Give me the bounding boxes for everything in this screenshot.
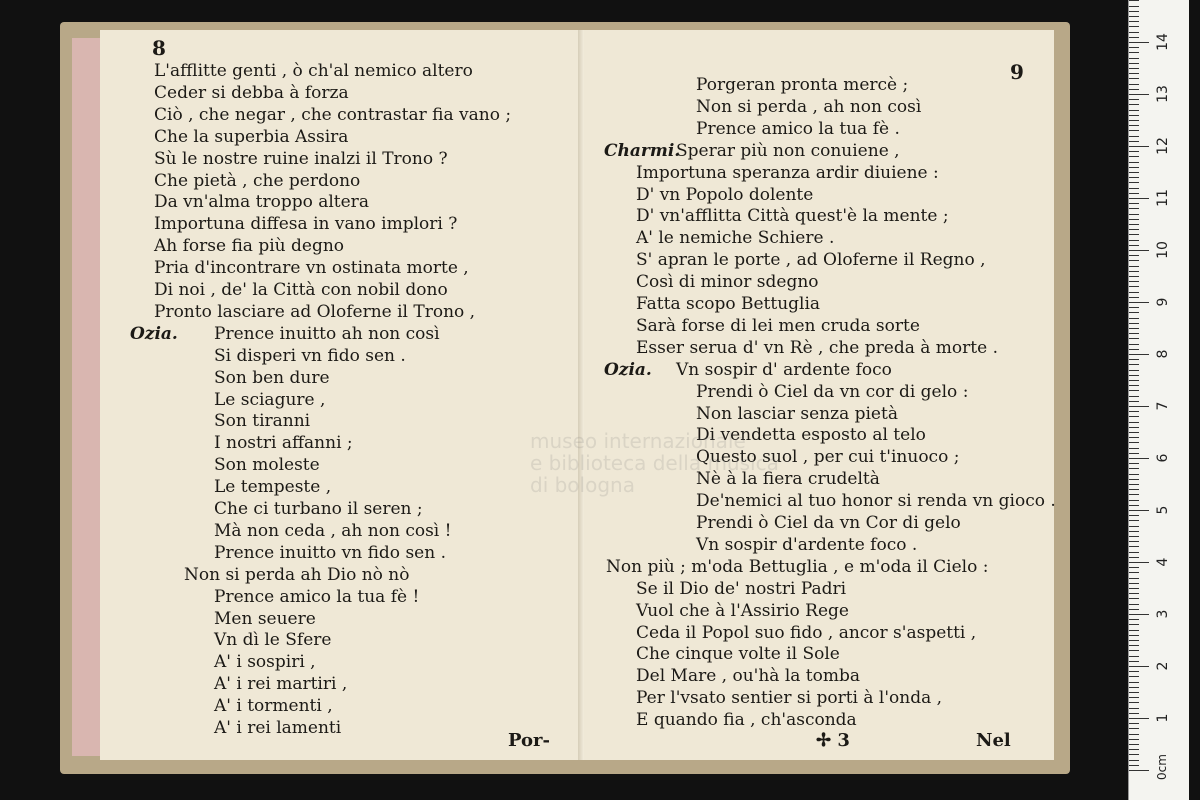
- ruler-tick: [1129, 115, 1139, 116]
- ruler-tick: [1129, 11, 1139, 12]
- verse-line: Si disperi vn fido sen .: [214, 345, 406, 366]
- ruler-tick: [1129, 541, 1139, 542]
- ruler-tick: [1129, 671, 1139, 672]
- ruler-tick: [1129, 567, 1139, 568]
- verse-line: Prendi ò Ciel da vn cor di gelo :: [696, 381, 969, 402]
- verse-line: Da vn'alma troppo altera: [154, 192, 369, 213]
- verse-line: Vn sospir d'ardente foco .: [696, 534, 918, 555]
- ruler-tick: [1129, 375, 1139, 376]
- verse-line: Porgeran pronta mercè ;: [696, 75, 909, 95]
- verse-line: Ceder si debba à forza: [154, 82, 349, 103]
- ruler-tick: [1129, 219, 1139, 220]
- ruler-tick: [1129, 240, 1139, 241]
- ruler-tick: [1129, 624, 1139, 625]
- ruler-tick: [1129, 453, 1139, 454]
- ruler-tick: [1129, 728, 1139, 729]
- ruler-tick: [1129, 619, 1139, 620]
- ruler-tick: [1129, 562, 1149, 563]
- ruler-tick: [1129, 448, 1139, 449]
- verse-line: Ah forse fia più degno: [154, 236, 345, 257]
- ruler-tick: [1129, 110, 1139, 111]
- verse-line: Non più ; m'oda Bettuglia , e m'oda il Cielo :: [606, 556, 989, 577]
- ruler-tick: [1129, 744, 1139, 745]
- verse-line: Così di minor sdegno: [636, 272, 819, 293]
- ruler-tick: [1129, 656, 1139, 657]
- ruler-tick: [1129, 390, 1139, 391]
- ruler-tick: [1129, 16, 1139, 17]
- verse-line: Di noi , de' la Città con nobil dono: [154, 280, 448, 300]
- ruler-tick: [1129, 323, 1139, 324]
- ruler-tick: [1129, 661, 1139, 662]
- ruler-tick: [1129, 141, 1139, 142]
- ruler-tick: [1129, 432, 1139, 433]
- verse-line: Ceda il Popol suo fido , ancor s'aspetti ,: [636, 622, 977, 643]
- ruler-tick: [1129, 297, 1139, 298]
- ruler-tick: [1129, 734, 1139, 735]
- ruler-tick: [1129, 229, 1139, 230]
- ruler-number: 2: [1155, 661, 1171, 671]
- ruler-tick: [1129, 385, 1139, 386]
- ruler-number: 3: [1155, 609, 1171, 619]
- ruler-tick: [1129, 427, 1139, 428]
- verse-line: Pronto lasciare ad Oloferne il Trono ,: [154, 301, 476, 322]
- ruler-tick: [1129, 32, 1139, 33]
- ruler-tick: [1129, 380, 1139, 381]
- ruler-tick: [1129, 754, 1139, 755]
- ruler-tick: [1129, 136, 1139, 137]
- verse-line: Non si perda , ah non così: [696, 96, 922, 117]
- verse-line: Le tempeste ,: [214, 477, 332, 498]
- ruler-tick: [1129, 531, 1139, 532]
- ruler-number: 1: [1155, 713, 1171, 723]
- ruler-tick: [1129, 89, 1139, 90]
- library-watermark: [530, 430, 779, 496]
- ruler-tick: [1129, 172, 1139, 173]
- verse-line: Sarà forse di lei men cruda sorte: [636, 315, 920, 336]
- verse-line: Non si perda ah Dio nò nò: [184, 564, 410, 585]
- ruler-tick: [1129, 349, 1139, 350]
- ruler-tick: [1129, 396, 1139, 397]
- ruler-tick: [1129, 182, 1139, 183]
- ruler-tick: [1129, 614, 1149, 615]
- verse-line: D' vn Popolo dolente: [636, 184, 814, 205]
- verse-line: Fatta scopo Bettuglia: [636, 294, 821, 314]
- ruler-tick: [1129, 442, 1139, 443]
- ruler-tick: [1129, 354, 1149, 355]
- ruler-tick: [1129, 208, 1139, 209]
- ruler-tick: [1129, 250, 1149, 251]
- verse-line: Prendi ò Ciel da vn Cor di gelo: [696, 513, 961, 533]
- verse-line: A' i sospiri ,: [214, 652, 316, 673]
- ruler-tick: [1129, 609, 1139, 610]
- ruler-tick: [1129, 697, 1139, 698]
- ruler-tick: [1129, 78, 1139, 79]
- ruler-number: 12: [1155, 137, 1171, 155]
- ruler-tick: [1129, 234, 1139, 235]
- ruler-tick: [1129, 286, 1139, 287]
- ruler-tick: [1129, 500, 1139, 501]
- ruler-tick: [1129, 151, 1139, 152]
- ruler-tick: [1129, 188, 1139, 189]
- verse-line: A' i rei martiri ,: [214, 674, 348, 695]
- verse-line: Che ci turbano il seren ;: [214, 499, 423, 519]
- ruler-tick: [1129, 489, 1139, 490]
- ruler-tick: [1129, 370, 1139, 371]
- verse-line: Importuna diffesa in vano implori ?: [154, 214, 458, 235]
- verse-line: Nè à la fiera crudeltà: [696, 469, 880, 490]
- ruler-tick: [1129, 307, 1139, 308]
- ruler-tick: [1129, 266, 1139, 267]
- ruler-tick: [1129, 770, 1149, 771]
- verse-line: E quando fia , ch'asconda: [636, 710, 857, 731]
- ruler-tick: [1129, 42, 1149, 43]
- ruler-tick: [1129, 63, 1139, 64]
- verse-line: Importuna speranza ardir diuiene :: [636, 162, 939, 183]
- ruler-tick: [1129, 598, 1139, 599]
- ruler-tick: [1129, 359, 1139, 360]
- catchword: Nel: [976, 730, 1011, 751]
- ruler-tick: [1129, 193, 1139, 194]
- ruler-number: 9: [1155, 297, 1171, 307]
- ruler-tick: [1129, 645, 1139, 646]
- catchword: Por-: [508, 730, 551, 751]
- ruler-tick: [1129, 640, 1139, 641]
- ruler-tick: [1129, 58, 1139, 59]
- ruler-tick: [1129, 104, 1139, 105]
- ruler-tick: [1129, 271, 1139, 272]
- ruler-tick: [1129, 120, 1139, 121]
- ruler-tick: [1129, 224, 1139, 225]
- ruler-tick: [1129, 692, 1139, 693]
- ruler-tick: [1129, 682, 1139, 683]
- ruler-tick: [1129, 73, 1139, 74]
- verse-line: Per l'vsato sentier si porti à l'onda ,: [636, 688, 943, 709]
- ruler-tick: [1129, 37, 1139, 38]
- verse-line: Son ben dure: [214, 367, 330, 388]
- verse-line: Pria d'incontrare vn ostinata morte ,: [154, 258, 469, 279]
- ruler-tick: [1129, 583, 1139, 584]
- ruler-tick: [1129, 676, 1139, 677]
- measuring-ruler: [1128, 0, 1189, 800]
- verse-line: Ciò , che negar , che contrastar fia vano ;: [154, 104, 512, 125]
- ruler-tick: [1129, 484, 1139, 485]
- verse-line: De'nemici al tuo honor si renda vn gioco .: [696, 491, 1056, 512]
- ruler-tick: [1129, 68, 1139, 69]
- ruler-number: 8: [1155, 349, 1171, 359]
- watermark-line: museo internazionale: [530, 429, 746, 453]
- verse-line: Men seuere: [214, 608, 316, 629]
- ruler-tick: [1129, 416, 1139, 417]
- ruler-tick: [1129, 578, 1139, 579]
- ruler-number: 7: [1155, 401, 1171, 411]
- verse-line: D' vn'afflitta Città quest'è la mente ;: [636, 206, 949, 227]
- ruler-tick: [1129, 130, 1139, 131]
- verse-line: L'afflitte genti , ò ch'al nemico altero: [154, 61, 473, 81]
- verse-line: Vuol che à l'Assirio Rege: [636, 600, 849, 621]
- ruler-tick: [1129, 125, 1139, 126]
- ruler-tick: [1129, 505, 1139, 506]
- verse-line: Che pietà , che perdono: [154, 170, 361, 191]
- ruler-number: 10: [1155, 241, 1171, 259]
- left-page: [100, 30, 580, 760]
- watermark-line: di bologna: [530, 473, 635, 497]
- ruler-tick: [1129, 713, 1139, 714]
- page-number: 9: [1010, 60, 1024, 84]
- watermark-line: e biblioteca della musica: [530, 451, 779, 475]
- ruler-number: 6: [1155, 453, 1171, 463]
- ruler-tick: [1129, 26, 1139, 27]
- ruler-tick: [1129, 162, 1139, 163]
- ruler-tick: [1129, 203, 1139, 204]
- ruler-tick: [1129, 765, 1139, 766]
- ruler-tick: [1129, 468, 1139, 469]
- ruler-tick: [1129, 593, 1139, 594]
- verse-line: Del Mare , ou'hà la tomba: [636, 666, 860, 687]
- ruler-number: 4: [1155, 557, 1171, 567]
- ruler-tick: [1129, 479, 1139, 480]
- ruler-tick: [1129, 146, 1149, 147]
- ruler-tick: [1129, 338, 1139, 339]
- ruler-tick: [1129, 708, 1139, 709]
- ruler-tick: [1129, 52, 1139, 53]
- ruler-tick: [1129, 635, 1139, 636]
- signature-mark: ✢ 3: [816, 730, 850, 751]
- ruler-tick: [1129, 344, 1139, 345]
- verse-line: Prence inuitto vn fido sen .: [214, 542, 446, 563]
- verse-line: Mà non ceda , ah non così !: [214, 520, 452, 541]
- ruler-tick: [1129, 21, 1139, 22]
- ruler-tick: [1129, 552, 1139, 553]
- verse-line: A' le nemiche Schiere .: [636, 228, 835, 249]
- verse-line: Le sciagure ,: [214, 389, 326, 410]
- ruler-tick: [1129, 302, 1149, 303]
- verse-line: A' i rei lamenti: [214, 718, 342, 738]
- ruler-tick: [1129, 401, 1139, 402]
- ruler-tick: [1129, 572, 1139, 573]
- ruler-tick: [1129, 364, 1139, 365]
- ruler-tick: [1129, 214, 1139, 215]
- verse-line: Prence amico la tua fè .: [696, 118, 900, 139]
- verse-line: Che la superbia Assira: [154, 126, 349, 147]
- ruler-tick: [1129, 406, 1149, 407]
- right-page: [584, 30, 1054, 760]
- ruler-tick: [1129, 515, 1139, 516]
- ruler-tick: [1129, 437, 1139, 438]
- ruler-number: 11: [1155, 189, 1171, 207]
- ruler-tick: [1129, 510, 1149, 511]
- ruler-tick: [1129, 318, 1139, 319]
- ruler-tick: [1129, 328, 1139, 329]
- speaker-name: Ozia.: [604, 359, 652, 380]
- ruler-tick: [1129, 0, 1139, 1]
- ruler-tick: [1129, 526, 1139, 527]
- ruler-number: 5: [1155, 505, 1171, 515]
- ruler-tick: [1129, 702, 1139, 703]
- verse-line: Questo suol , per cui t'inuoco ;: [696, 447, 960, 468]
- ruler-tick: [1129, 723, 1139, 724]
- ruler-tick: [1129, 177, 1139, 178]
- ruler-tick: [1129, 260, 1139, 261]
- verse-line: Sù le nostre ruine inalzi il Trono ?: [154, 148, 448, 169]
- ruler-tick: [1129, 536, 1139, 537]
- ruler-tick: [1129, 458, 1149, 459]
- ruler-unit: 0cm: [1154, 754, 1169, 780]
- verse-line: Prence amico la tua fè !: [214, 586, 420, 607]
- page-number: 8: [152, 36, 166, 60]
- ruler-tick: [1129, 333, 1139, 334]
- ruler-tick: [1129, 292, 1139, 293]
- verse-line: Vn sospir d' ardente foco: [676, 359, 892, 380]
- ruler-tick: [1129, 156, 1139, 157]
- verse-line: S' apran le porte , ad Oloferne il Regno ,: [636, 250, 986, 271]
- ruler-tick: [1129, 666, 1149, 667]
- ruler-tick: [1129, 463, 1139, 464]
- verse-line: A' i tormenti ,: [214, 696, 333, 717]
- speaker-name: Charmi.: [604, 140, 681, 161]
- ruler-tick: [1129, 276, 1139, 277]
- ruler-tick: [1129, 760, 1139, 761]
- ruler-tick: [1129, 94, 1149, 95]
- ruler-tick: [1129, 167, 1139, 168]
- verse-line: Sperar più non conuiene ,: [676, 140, 900, 161]
- ruler-tick: [1129, 650, 1139, 651]
- ruler-tick: [1129, 281, 1139, 282]
- verse-line: Che cinque volte il Sole: [636, 644, 840, 665]
- ruler-tick: [1129, 604, 1139, 605]
- ruler-tick: [1129, 739, 1139, 740]
- ruler-tick: [1129, 411, 1139, 412]
- verse-line: Esser serua d' vn Rè , che preda à morte .: [636, 337, 998, 358]
- verse-line: Son tiranni: [214, 411, 311, 432]
- ruler-tick: [1129, 718, 1149, 719]
- verse-line: Se il Dio de' nostri Padri: [636, 578, 847, 599]
- ruler-tick: [1129, 474, 1139, 475]
- verse-line: Vn dì le Sfere: [214, 630, 332, 651]
- ruler-tick: [1129, 588, 1139, 589]
- ruler-tick: [1129, 312, 1139, 313]
- ruler-tick: [1129, 84, 1139, 85]
- speaker-name: Ozia.: [130, 323, 178, 344]
- ruler-tick: [1129, 47, 1139, 48]
- ruler-tick: [1129, 557, 1139, 558]
- verse-line: Di vendetta esposto al telo: [696, 425, 926, 446]
- verse-line: Non lasciar senza pietà: [696, 403, 898, 424]
- ruler-tick: [1129, 245, 1139, 246]
- verse-line: I nostri affanni ;: [214, 433, 353, 454]
- ruler-tick: [1129, 6, 1139, 7]
- ruler-tick: [1129, 255, 1139, 256]
- ruler-tick: [1129, 198, 1149, 199]
- ruler-tick: [1129, 749, 1139, 750]
- ruler-tick: [1129, 494, 1139, 495]
- ruler-number: 14: [1155, 33, 1171, 51]
- verse-line: Prence inuitto ah non così: [214, 323, 440, 344]
- ruler-number: 13: [1155, 85, 1171, 103]
- ruler-tick: [1129, 687, 1139, 688]
- verse-line: Son moleste: [214, 455, 320, 476]
- ruler-tick: [1129, 546, 1139, 547]
- ruler-tick: [1129, 630, 1139, 631]
- ruler-tick: [1129, 520, 1139, 521]
- ruler-tick: [1129, 422, 1139, 423]
- ruler-tick: [1129, 99, 1139, 100]
